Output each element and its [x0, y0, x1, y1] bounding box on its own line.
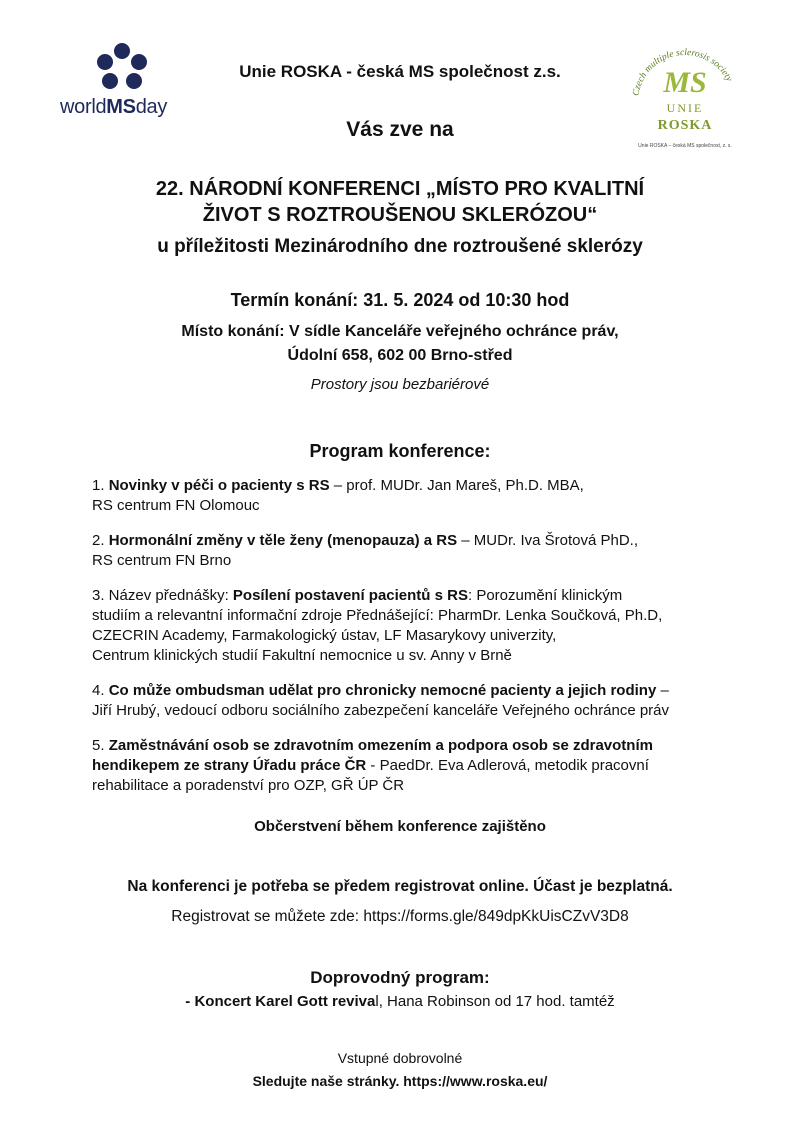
barrier-free-note: Prostory jsou bezbariérové	[310, 376, 490, 393]
registration-note: Na konferenci je potřeba se předem registrovat online. Účast je bezplatná.	[127, 878, 673, 895]
program-item-3: 3. Název přednášky: Posílení postavení pacientů s RS: Porozumění klinickým studiím a relevantní informační zdroje Přednášející: PharmDr. Lenka Součková, Ph.D, CZECRIN Academy, Farmakologický ústav, LF Masarykovy univerzity, Centrum klinických studií Fakultní nemocnice u sv. Anny v Brně	[92, 587, 663, 664]
seal-ms: MS	[663, 66, 707, 99]
venue-line-2: Údolní 658, 602 00 Brno-střed	[287, 347, 513, 364]
venue-line-1: Místo konání: V sídle Kanceláře veřejného ochránce práv,	[181, 323, 619, 340]
program-item-5: 5. Zaměstnávání osob se zdravotním omezením a podpora osob se zdravotním hendikepem ze strany Úřadu práce ČR - PaedDr. Eva Adlerová, metodik pracovní rehabilitace a poradenství pro OZP, GŘ ÚP ČR	[92, 737, 653, 794]
conference-subtitle: u příležitosti Mezinárodního dne roztroušené sklerózy	[157, 236, 643, 257]
registration-line	[0, 908, 800, 926]
conference-title	[0, 176, 800, 228]
program-item-4: 4. Co může ombudsman udělat pro chronicky nemocné pacienty a jejich rodiny – Jiří Hrubý, vedoucí odboru sociálního zabezpečení kanceláře Veřejného ochránce práv	[92, 682, 670, 719]
seal-arc-text: Czech multiple sclerosis society	[631, 47, 734, 97]
program-title: Program konference:	[309, 441, 491, 461]
conference-venue	[0, 320, 800, 368]
organizer-name: Unie ROSKA - česká MS společnost z.s.	[239, 62, 561, 81]
program-item-1: 1. Novinky v péči o pacienty s RS – prof. MUDr. Jan Mareš, Ph.D. MBA, RS centrum FN Olomouc	[92, 477, 584, 514]
website-note[interactable]: Sledujte naše stránky. https://www.roska.eu/	[252, 1073, 548, 1089]
title-line-2: ŽIVOT S ROZTROUŠENOU SKLERÓZOU“	[202, 204, 598, 226]
registration-label: Registrovat se můžete zde:	[171, 908, 364, 925]
refreshments-note: Občerstvení během konference zajištěno	[254, 818, 546, 835]
conference-date: Termín konání: 31. 5. 2024 od 10:30 hod	[230, 290, 570, 310]
program-item-2: 2. Hormonální změny v těle ženy (menopauza) a RS – MUDr. Iva Šrotová PhD., RS centrum FN Brno	[92, 532, 639, 569]
world-ms-day-logo	[54, 40, 194, 126]
side-program-title: Doprovodný program:	[310, 968, 490, 987]
entry-note: Vstupné dobrovolné	[337, 1050, 463, 1066]
seal-footer: Unie ROSKA – česká MS společnost, z. s.	[638, 143, 732, 149]
seal-unie: UNIE	[666, 101, 704, 115]
seal-roska: ROSKA	[657, 118, 713, 133]
invite-heading: Vás zve na	[346, 118, 454, 141]
side-program-item: - Koncert Karel Gott revival, Hana Robinson od 17 hod. tamtéž	[185, 993, 615, 1010]
registration-link[interactable]: https://forms.gle/849dpKkUisCZvV3D8	[363, 908, 629, 925]
program-list	[92, 476, 732, 811]
world-ms-day-wordmark: worldMSday	[60, 96, 168, 118]
title-line-1: 22. NÁRODNÍ KONFERENCI „MÍSTO PRO KVALITNÍ	[155, 178, 645, 200]
